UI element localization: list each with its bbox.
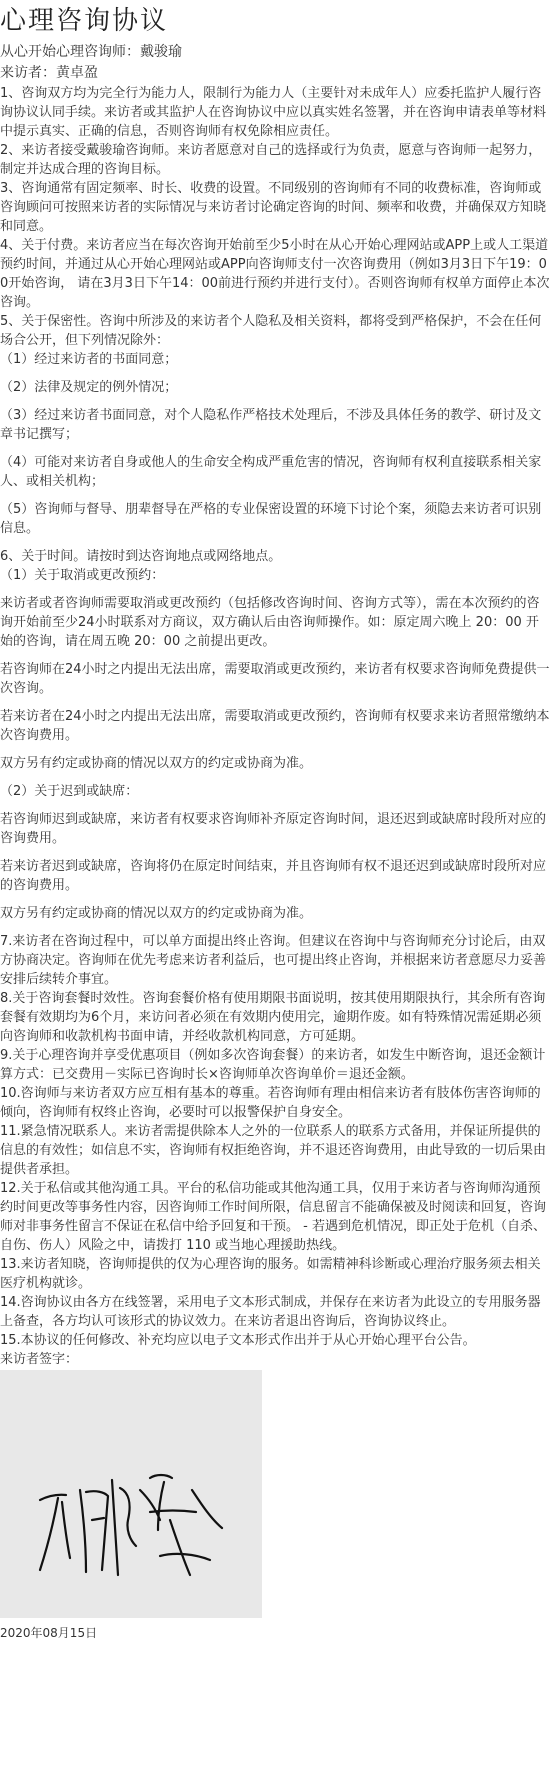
clause-4: 4、关于付费。来访者应当在每次咨询开始前至少5小时在从心开始心理网站或APP上或人工渠道预约时间，并通过从心开始心理网站或APP向咨询师支付一次咨询费用（例如3月3日下午19：00开始咨询， 请在3月3日下午14：00前进行预约并进行支付）。否则咨询师有权单方面停止本次咨询。 xyxy=(0,238,550,310)
clause-5: 5、关于保密性。咨询中所涉及的来访者个人隐私及相关资料，都将受到严格保护，不会在任何场合公开，但下列情况除外： xyxy=(0,314,542,348)
handwritten-signature xyxy=(0,1370,262,1618)
signature-date: 2020年08月15日 xyxy=(0,1626,98,1640)
clause-11: 11.紧急情况联系人。来访者需提供除本人之外的一位联系人的联系方式备用，并保证所提供的信息的有效性；如信息不实，咨询师有权拒绝咨询，并不退还咨询费用，由此导致的一切后果由提供者承担。 xyxy=(0,1124,547,1177)
client-line: 来访者：黄卓盈 xyxy=(0,65,98,81)
clause-6-2-c: 双方另有约定或协商的情况以双方的约定或协商为准。 xyxy=(0,906,313,921)
clause-6-section-2: （2）关于迟到或缺席： xyxy=(0,784,139,799)
clause-2: 2、来访者接受戴骏瑜咨询师。来访者愿意对自己的选择或行为负责，愿意与咨询师一起努力，制定并达成合理的咨询目标。 xyxy=(0,143,542,177)
counselor-line: 从心开始心理咨询师：戴骏瑜 xyxy=(0,44,182,60)
clause-1: 1、咨询双方均为完全行为能力人，限制行为能力人（主要针对未成年人）应委托监护人履行咨询协议认同手续。来访者或其监护人在咨询协议中应以真实姓名签署，并在咨询申请表单等材料中提示真实、正确的信息，否则咨询师有权免除相应责任。 xyxy=(0,86,547,139)
clause-6-1-b: 若咨询师在24小时之内提出无法出席，需要取消或更改预约，来访者有权要求咨询师免费提供一次咨询。 xyxy=(0,662,550,696)
clause-5-item-2: （2）法律及规定的例外情况； xyxy=(0,380,178,395)
clause-5-item-3: （3）经过来访者书面同意，对个人隐私作严格技术处理后，不涉及具体任务的教学、研讨及文章书记撰写； xyxy=(0,408,542,442)
signature-label: 来访者签字： xyxy=(0,1352,79,1367)
clause-6-2-a: 若咨询师迟到或缺席，来访者有权要求咨询师补齐原定咨询时间，退还迟到或缺席时段所对应的咨询费用。 xyxy=(0,812,547,846)
clause-6-1-d: 双方另有约定或协商的情况以双方的约定或协商为准。 xyxy=(0,756,313,771)
clause-14: 14.咨询协议由各方在线签署，采用电子文本形式制成，并保存在来访者为此设立的专用服务器上备查，各方均认可该形式的协议效力。在来访者退出咨询后，咨询协议终止。 xyxy=(0,1295,541,1329)
clause-6-section-1: （1）关于取消或更改预约： xyxy=(0,568,165,583)
clause-12: 12.关于私信或其他沟通工具。平台的私信功能或其他沟通工具，仅用于来访者与咨询师沟通预约时间更改等事务性内容，因咨询师工作时间所限，信息留言不能确保被及时阅读和回复，咨询师对非事务性留言不保证在私信中给予回复和干预。 - 若遇到危机情况，即正处于危机（自杀、自伤、伤人）风险之中，请拨打 110 或当地心理援助热线。 xyxy=(0,1181,547,1253)
signature-image xyxy=(0,1370,262,1618)
clause-7: 7.来访者在咨询过程中，可以单方面提出终止咨询。但建议在咨询中与咨询师充分讨论后，由双方协商决定。咨询师在优先考虑来访者利益后，也可提出终止咨询，并根据来访者意愿尽力妥善安排后续转介事宜。 xyxy=(0,934,547,987)
clause-13: 13.来访者知晓，咨询师提供的仅为心理咨询的服务。如需精神科诊断或心理治疗服务须去相关医疗机构就诊。 xyxy=(0,1257,541,1291)
clause-3: 3、咨询通常有固定频率、时长、收费的设置。不同级别的咨询师有不同的收费标准，咨询师或咨询顾问可按照来访者的实际情况与来访者讨论确定咨询的时间、频率和收费，并确保双方知晓和同意。 xyxy=(0,181,547,234)
clause-15: 15.本协议的任何修改、补充均应以电子文本形式作出并于从心开始心理平台公告。 xyxy=(0,1333,476,1348)
clause-5-item-5: （5）咨询师与督导、朋辈督导在严格的专业保密设置的环境下讨论个案，须隐去来访者可识别信息。 xyxy=(0,502,542,536)
clause-10: 10.咨询师与来访者双方应互相有基本的尊重。若咨询师有理由相信来访者有肢体伤害咨询师的倾向，咨询师有权终止咨询，必要时可以报警保护自身安全。 xyxy=(0,1086,541,1120)
document-title: 心理咨询协议 xyxy=(0,6,169,36)
clause-6: 6、关于时间。请按时到达咨询地点或网络地点。 xyxy=(0,549,282,564)
clause-9: 9.关于心理咨询并享受优惠项目（例如多次咨询套餐）的来访者，如发生中断咨询，退还金额计算方式：已交费用－实际已咨询时长×咨询师单次咨询单价＝退还金额。 xyxy=(0,1048,546,1082)
clause-6-2-b: 若来访者迟到或缺席，咨询将仍在原定时间结束，并且咨询师有权不退还迟到或缺席时段所对应的咨询费用。 xyxy=(0,859,547,893)
clause-8: 8.关于咨询套餐时效性。咨询套餐价格有使用期限书面说明，按其使用期限执行，其余所有咨询套餐有效期均为6个月，来访问者必须在有效期内使用完，逾期作废。如有特殊情况需延期必须向咨询师和收款机构书面申请，并经收款机构同意，方可延期。 xyxy=(0,991,546,1044)
clause-5-item-4: （4）可能对来访者自身或他人的生命安全构成严重危害的情况，咨询师有权利直接联系相关家人、或相关机构； xyxy=(0,455,542,489)
clause-6-1-a: 来访者或者咨询师需要取消或更改预约（包括修改咨询时间、咨询方式等），需在本次预约的咨询开始前至少24小时联系对方商议，双方确认后由咨询师操作。如：原定周六晚上 20：00 开始的咨询，请在周五晚 20：00 之前提出更改。 xyxy=(0,596,540,649)
clause-6-1-c: 若来访者在24小时之内提出无法出席，需要取消或更改预约，咨询师有权要求来访者照常缴纳本次咨询费用。 xyxy=(0,709,550,743)
clause-5-item-1: （1）经过来访者的书面同意； xyxy=(0,352,178,367)
